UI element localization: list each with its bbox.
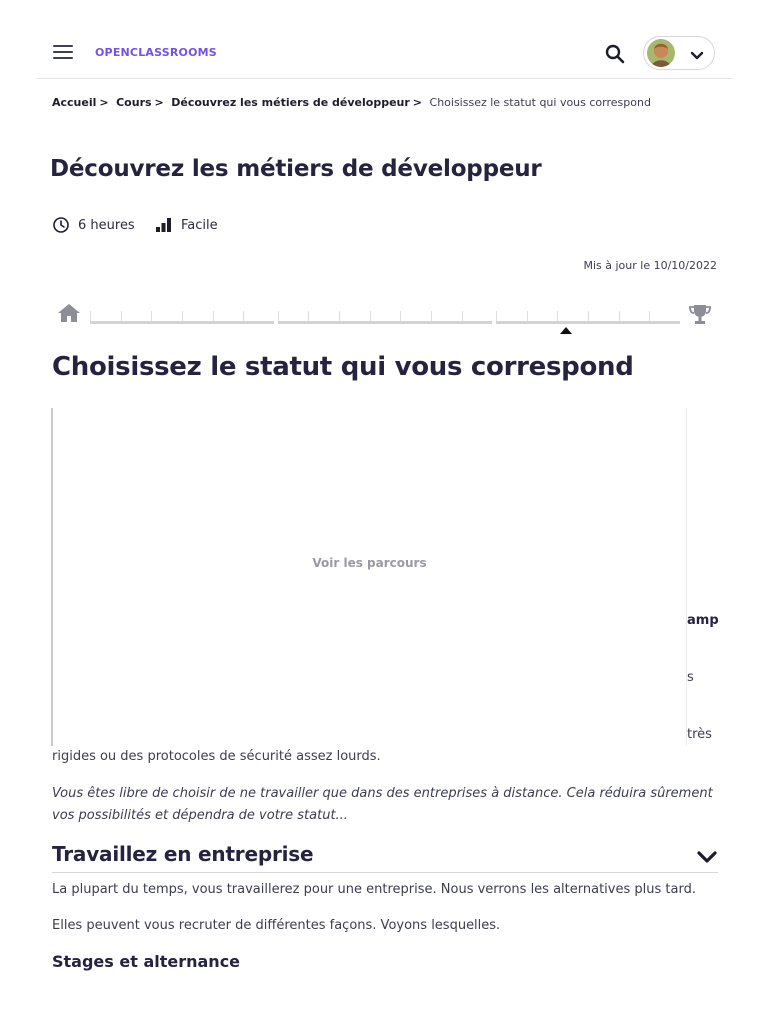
top-navbar xyxy=(37,30,733,79)
breadcrumb-separator: > xyxy=(412,96,423,109)
breadcrumb-courses[interactable]: Cours xyxy=(116,96,152,109)
hamburger-menu-icon[interactable] xyxy=(53,45,73,61)
difficulty-bars-icon xyxy=(155,216,173,234)
breadcrumb-course[interactable]: Découvrez les métiers de développeur xyxy=(171,96,410,109)
progress-part-2[interactable] xyxy=(278,321,492,324)
paragraph: rigides ou des protocoles de sécurité assez lourds. xyxy=(52,749,381,764)
progress-step[interactable] xyxy=(278,311,279,321)
breadcrumb-separator: > xyxy=(99,96,109,109)
progress-step[interactable] xyxy=(557,311,558,321)
see-paths-link[interactable]: Voir les parcours xyxy=(312,556,427,570)
site-logo[interactable]: OPENCLASSROOMS xyxy=(95,46,217,59)
progress-step[interactable] xyxy=(182,311,183,321)
updated-date: Mis à jour le 10/10/2022 xyxy=(583,259,717,272)
home-icon[interactable] xyxy=(57,303,81,323)
avatar xyxy=(647,39,675,67)
course-progress xyxy=(56,300,718,340)
chevron-down-icon xyxy=(696,850,718,864)
breadcrumb-separator: > xyxy=(154,96,164,109)
chapter-title: Choisissez le statut qui vous correspond xyxy=(52,352,634,382)
breadcrumb xyxy=(52,96,651,109)
account-menu-button[interactable] xyxy=(643,36,715,70)
section-title: Travaillez en entreprise xyxy=(52,842,314,866)
course-title: Découvrez les métiers de développeur xyxy=(50,156,542,182)
progress-part-1[interactable] xyxy=(90,321,274,324)
breadcrumb-current: Choisissez le statut qui vous correspond xyxy=(429,96,651,109)
duration-text: 6 heures xyxy=(78,217,135,233)
progress-step[interactable] xyxy=(243,311,244,321)
hidden-text-fragment: s xyxy=(687,670,694,685)
progress-step[interactable] xyxy=(527,311,528,321)
progress-step[interactable] xyxy=(462,311,463,321)
progress-step[interactable] xyxy=(431,311,432,321)
progress-step[interactable] xyxy=(400,311,401,321)
course-level xyxy=(155,216,218,234)
progress-step[interactable] xyxy=(370,311,371,321)
clock-icon xyxy=(52,216,70,234)
paragraph: Elles peuvent vous recruter de différentes façons. Voyons lesquelles. xyxy=(52,918,501,933)
chevron-down-icon xyxy=(690,47,704,59)
progress-step[interactable] xyxy=(588,311,589,321)
progress-step[interactable] xyxy=(339,311,340,321)
progress-step[interactable] xyxy=(151,311,152,321)
hidden-text-fragment: très xyxy=(687,727,712,742)
progress-part-3[interactable] xyxy=(496,321,680,324)
course-duration xyxy=(52,216,135,234)
level-text: Facile xyxy=(181,217,218,233)
hidden-text-fragment: amp xyxy=(687,613,719,628)
search-icon[interactable] xyxy=(604,43,626,65)
progress-step[interactable] xyxy=(649,311,650,321)
italic-note: Vous êtes libre de choisir de ne travailler que dans des entreprises à distance. Cela réduira sûrement vos possibilités et dépendra de votre statut... xyxy=(52,786,713,823)
breadcrumb-home[interactable]: Accueil xyxy=(52,96,97,109)
subheading: Stages et alternance xyxy=(52,952,241,971)
paragraph: La plupart du temps, vous travaillerez pour une entreprise. Nous verrons les alternatives plus tard. xyxy=(52,882,696,897)
section-toggle[interactable] xyxy=(52,842,718,873)
content-overlay xyxy=(51,408,687,746)
progress-step[interactable] xyxy=(121,311,122,321)
progress-step[interactable] xyxy=(213,311,214,321)
progress-step[interactable] xyxy=(90,311,91,321)
trophy-icon[interactable] xyxy=(688,303,712,325)
current-position-marker xyxy=(560,327,572,334)
progress-step[interactable] xyxy=(619,311,620,321)
progress-step[interactable] xyxy=(496,311,497,321)
progress-step[interactable] xyxy=(308,311,309,321)
